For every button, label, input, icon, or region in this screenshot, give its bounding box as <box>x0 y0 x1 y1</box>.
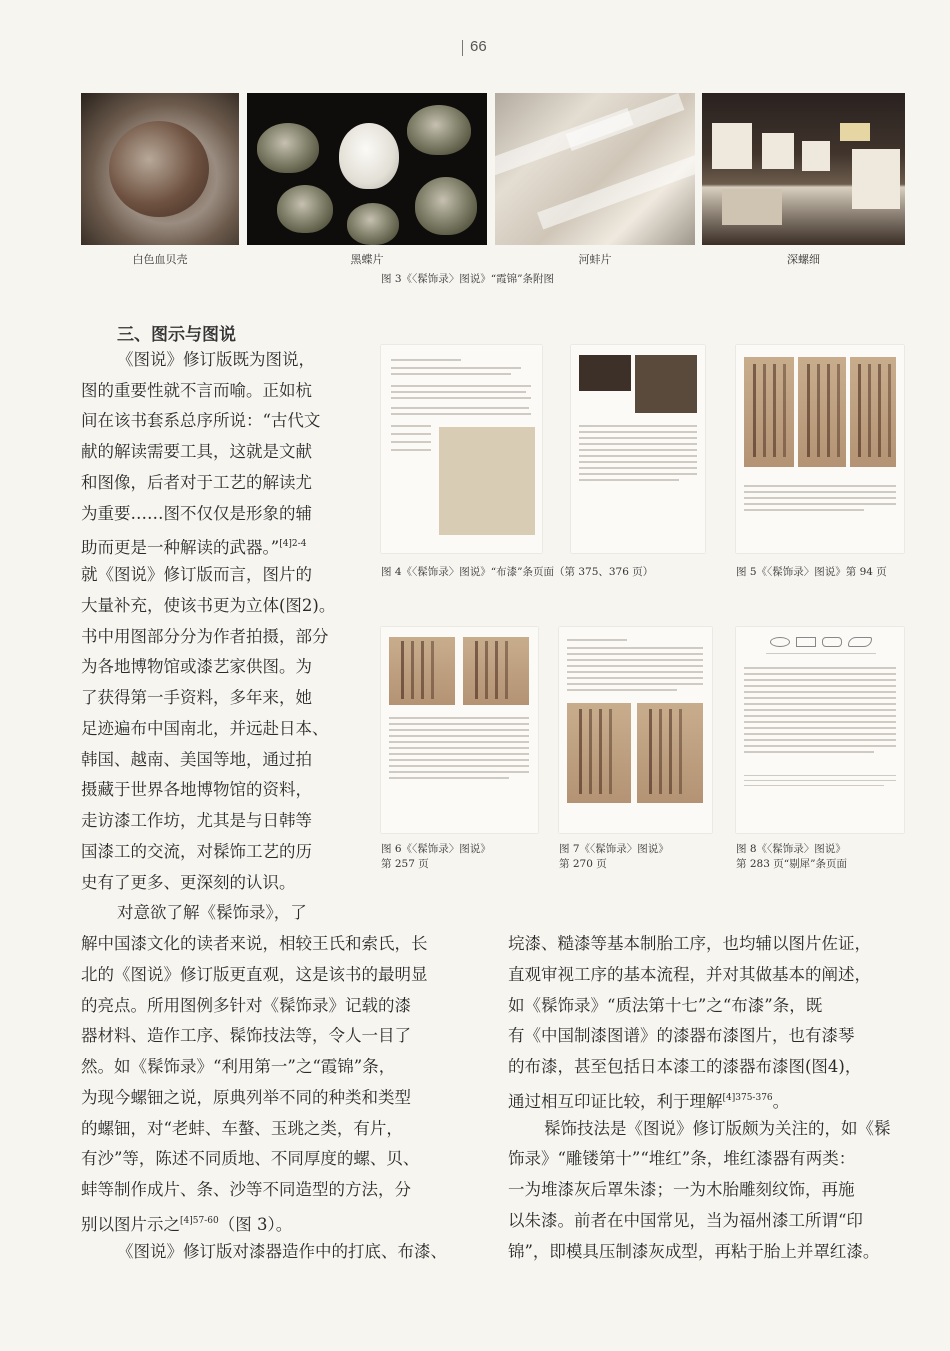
body-text: 别以图片示之 <box>81 1215 180 1234</box>
figure-7-caption-line: 图 7《〈髹饰录〉图说》 <box>559 843 669 855</box>
photo-white-shell <box>81 93 239 245</box>
body-text: （图 3）。 <box>218 1215 293 1234</box>
photo-caption: 河蚌片 <box>578 253 612 266</box>
thumbnail-fig4-page-375 <box>381 345 542 553</box>
figure-3-caption: 图 3《〈髹饰录〉图说》“霞锦”条附图 <box>381 273 555 285</box>
figure-6-caption <box>381 842 491 872</box>
body-line: 摄藏于世界各地博物馆的资料， <box>81 780 312 799</box>
body-line: 走访漆工作坊，尤其是与日韩等 <box>81 811 312 830</box>
body-line: 的螺钿，对“老蚌、车螯、玉珧之类，有片， <box>81 1119 403 1138</box>
body-line: 大量补充，使该书更为立体(图2)。 <box>81 596 336 615</box>
body-line: 就《图说》修订版而言，图片的 <box>81 565 312 584</box>
thumbnail-fig5-page-94 <box>736 345 904 553</box>
figure-4-caption: 图 4《〈髹饰录〉图说》“布漆”条页面（第 375、376 页） <box>381 566 654 578</box>
body-line: 间在该书套系总序所说：“古代文 <box>81 411 321 430</box>
body-line: 书中用图部分分为作者拍摄，部分 <box>81 627 329 646</box>
figure-6-caption-line: 图 6《〈髹饰录〉图说》 <box>381 843 491 855</box>
body-text: 通过相互印证比较，利于理解 <box>508 1092 723 1111</box>
thumbnail-fig8-page-283 <box>736 627 904 833</box>
body-line <box>508 1083 789 1118</box>
body-line: 为现今螺钿之说，原典列举不同的种类和类型 <box>81 1088 411 1107</box>
body-line: 有沙”等，陈述不同质地、不同厚度的螺、贝、 <box>81 1149 420 1168</box>
body-line <box>81 529 306 564</box>
body-line: 垸漆、糙漆等基本制胎工序，也均辅以图片佐证， <box>508 934 871 953</box>
photo-caption: 深螺细 <box>787 253 820 266</box>
body-line: 和图像，后者对于工艺的解读尤 <box>81 473 312 492</box>
photo-black-butterfly-shells <box>247 93 487 245</box>
thumbnail-fig7-page-270 <box>559 627 712 833</box>
body-line: 史有了更多、更深刻的认识。 <box>81 873 296 892</box>
body-line: 献的解读需要工具，这就是文献 <box>81 442 312 461</box>
body-line: 国漆工的交流，对髹饰工艺的历 <box>81 842 312 861</box>
body-line: 了获得第一手资料，多年来，她 <box>81 688 312 707</box>
citation-ref: [4]2-4 <box>279 539 307 549</box>
body-line: 饰录》“雕镂第十”“堆红”条，堆红漆器有两类： <box>508 1149 856 1168</box>
body-line: 韩国、越南、美国等地，通过拍 <box>81 750 312 769</box>
figure-5-caption: 图 5《〈髹饰录〉图说》第 94 页 <box>736 566 887 578</box>
citation-ref: [4]375-376 <box>722 1093 773 1103</box>
body-line: 为各地博物馆或漆艺家供图。为 <box>81 657 312 676</box>
body-line: 有《中国制漆图谱》的漆器布漆图片，也有漆琴 <box>508 1026 855 1045</box>
citation-ref: [4]57-60 <box>180 1216 219 1226</box>
body-line: 以朱漆。前者在中国常见，当为福州漆工所谓“印 <box>508 1211 863 1230</box>
body-line: 解中国漆文化的读者来说，相较王氏和索氏，长 <box>81 934 428 953</box>
body-line: 图的重要性就不言而喻。正如杭 <box>81 381 312 400</box>
body-line: 《图说》修订版对漆器造作中的打底、布漆、 <box>117 1242 447 1261</box>
figure-8-caption-line: 第 283 页“剔犀”条页面 <box>736 858 847 870</box>
photo-deep-shell-fine <box>702 93 905 245</box>
page-number: 66 <box>470 38 487 55</box>
photo-caption: 白色血贝壳 <box>132 253 188 266</box>
section-heading: 三、图示与图说 <box>117 325 236 345</box>
body-line <box>81 1206 292 1241</box>
body-line: 一为堆漆灰后罩朱漆；一为木胎雕刻纹饰，再施 <box>508 1180 855 1199</box>
body-text: 助而更是一种解读的武器。” <box>81 538 280 557</box>
body-line: 直观审视工序的基本流程，并对其做基本的阐述， <box>508 965 871 984</box>
figure-7-caption <box>559 842 669 872</box>
body-line: 髹饰技法是《图说》修订版颇为关注的，如《髹 <box>544 1119 891 1138</box>
body-line: 器材料、造作工序、髹饰技法等，令人一目了 <box>81 1026 411 1045</box>
photo-river-mussel-pieces <box>495 93 695 245</box>
body-line: 足迹遍布中国南北，并远赴日本、 <box>81 719 329 738</box>
body-line: 的亮点。所用图例多针对《髹饰录》记载的漆 <box>81 996 411 1015</box>
thumbnail-fig6-page-257 <box>381 627 538 833</box>
body-line: 的布漆，甚至包括日本漆工的漆器布漆图(图4)， <box>508 1057 862 1076</box>
body-line: 然。如《髹饰录》“利用第一”之“霞锦”条， <box>81 1057 396 1076</box>
figure-8-caption <box>736 842 847 872</box>
body-line: 对意欲了解《髹饰录》，了 <box>117 903 307 922</box>
body-line: 为重要……图不仅仅是形象的辅 <box>81 504 312 523</box>
body-text: 。 <box>772 1092 790 1111</box>
body-line: 蚌等制作成片、条、沙等不同造型的方法，分 <box>81 1180 411 1199</box>
figure-6-caption-line: 第 257 页 <box>381 858 429 870</box>
body-line: 如《髹饰录》“质法第十七”之“布漆”条，既 <box>508 996 823 1015</box>
body-line: 锦”，即模具压制漆灰成型，再粘于胎上并罩红漆。 <box>508 1242 880 1261</box>
body-line: 北的《图说》修订版更直观，这是该书的最明显 <box>81 965 428 984</box>
photo-caption: 黑蝶片 <box>350 253 384 266</box>
body-line: 《图说》修订版既为图说， <box>117 350 315 369</box>
figure-8-caption-line: 图 8《〈髹饰录〉图说》 <box>736 843 846 855</box>
figure-7-caption-line: 第 270 页 <box>559 858 607 870</box>
thumbnail-fig4-page-376 <box>571 345 705 553</box>
